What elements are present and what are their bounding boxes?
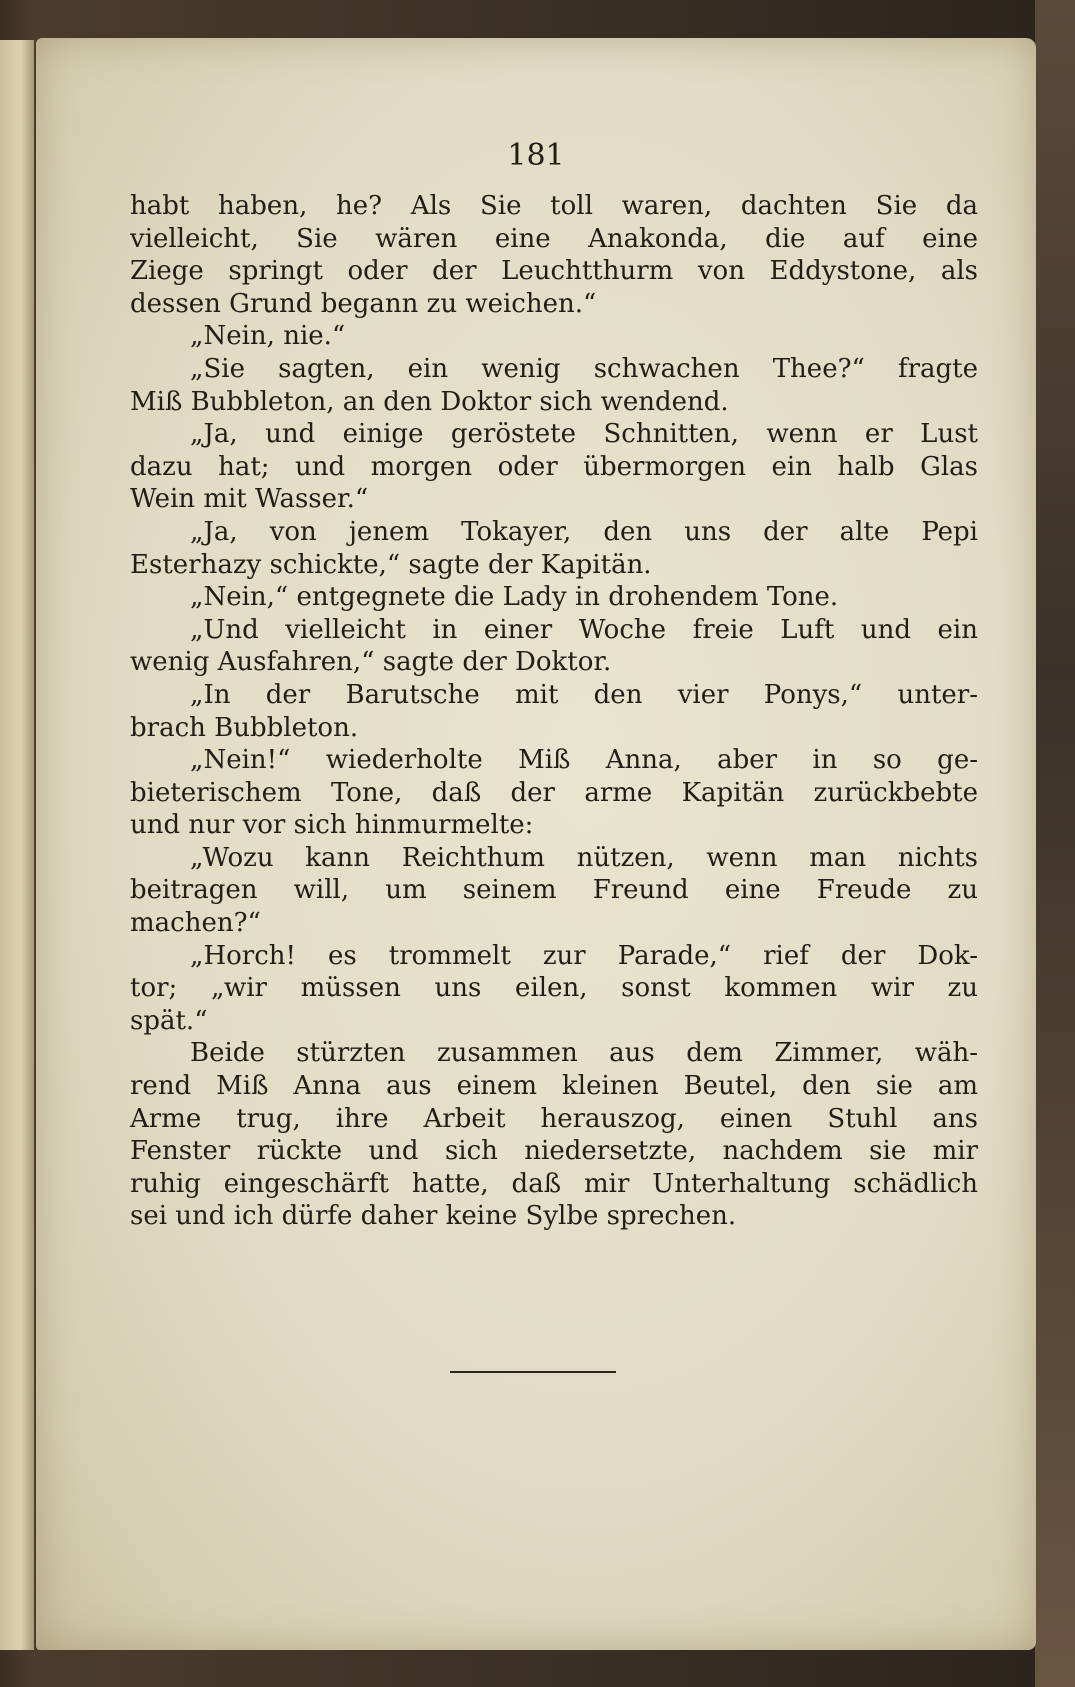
text-line: „In der Barutsche mit den vier Ponys,“ unter- — [190, 679, 978, 710]
text-line: tor; „wir müssen uns eilen, sonst kommen wir zu — [130, 973, 978, 1004]
text-line: beitragen will, um seinem Freund eine Freude zu — [130, 875, 978, 906]
text-line: „Nein!“ wiederholte Miß Anna, aber in so ge- — [190, 745, 978, 776]
book-page — [36, 38, 1036, 1650]
text-line: „Horch! es trommelt zur Parade,“ rief der Dok- — [190, 940, 978, 971]
text-line: „Ja, und einige geröstete Schnitten, wenn er Lust — [190, 419, 978, 450]
page-number: 181 — [507, 138, 565, 173]
previous-page-edge — [0, 40, 34, 1650]
text-line: bieterischem Tone, daß der arme Kapitän zurückbebte — [130, 777, 978, 808]
text-line: und nur vor sich hinmurmelte: — [130, 810, 534, 841]
text-line: Arme trug, ihre Arbeit herauszog, einen Stuhl ans — [130, 1103, 978, 1134]
text-line: Miß Bubbleton, an den Doktor sich wendend. — [130, 386, 729, 417]
text-line: „Und vielleicht in einer Woche freie Luft und ein — [190, 614, 978, 645]
text-line: machen?“ — [130, 908, 261, 939]
text-line: spät.“ — [130, 1005, 208, 1036]
text-line: „Sie sagten, ein wenig schwachen Thee?“ fragte — [190, 353, 978, 384]
text-line: Beide stürzten zusammen aus dem Zimmer, wäh- — [190, 1038, 978, 1069]
text-line: „Nein, nie.“ — [190, 321, 346, 352]
text-line: Wein mit Wasser.“ — [130, 484, 369, 515]
text-line: habt haben, he? Als Sie toll waren, dachten Sie da — [130, 191, 978, 221]
text-line: „Ja, von jenem Tokayer, den uns der alte Pepi — [190, 516, 978, 547]
text-line: Ziege springt oder der Leuchtthurm von Eddystone, als — [130, 256, 978, 287]
text-line: dessen Grund begann zu weichen.“ — [130, 288, 597, 319]
text-line: rend Miß Anna aus einem kleinen Beutel, den sie am — [130, 1071, 978, 1102]
text-line: dazu hat; und morgen oder übermorgen ein halb Glas — [130, 451, 978, 482]
text-line: Fenster rückte und sich niedersetzte, nachdem sie mir — [130, 1136, 978, 1167]
text-line: Esterhazy schickte,“ sagte der Kapitän. — [130, 549, 652, 580]
book-cover-edge — [1035, 0, 1075, 1687]
text-line: „Nein,“ entgegnete die Lady in drohendem Tone. — [190, 582, 839, 613]
text-line: sei und ich dürfe daher keine Sylbe sprechen. — [130, 1201, 737, 1232]
text-line: „Wozu kann Reichthum nützen, wenn man nichts — [190, 842, 978, 873]
text-line: wenig Ausfahren,“ sagte der Doktor. — [130, 647, 612, 678]
text-line: ruhig eingeschärft hatte, daß mir Unterhaltung schädlich — [130, 1168, 978, 1199]
text-line: brach Bubbleton. — [130, 712, 359, 743]
page-body-text — [130, 190, 978, 1233]
text-line: vielleicht, Sie wären eine Anakonda, die auf eine — [130, 223, 978, 254]
end-of-chapter-rule — [450, 1371, 616, 1373]
